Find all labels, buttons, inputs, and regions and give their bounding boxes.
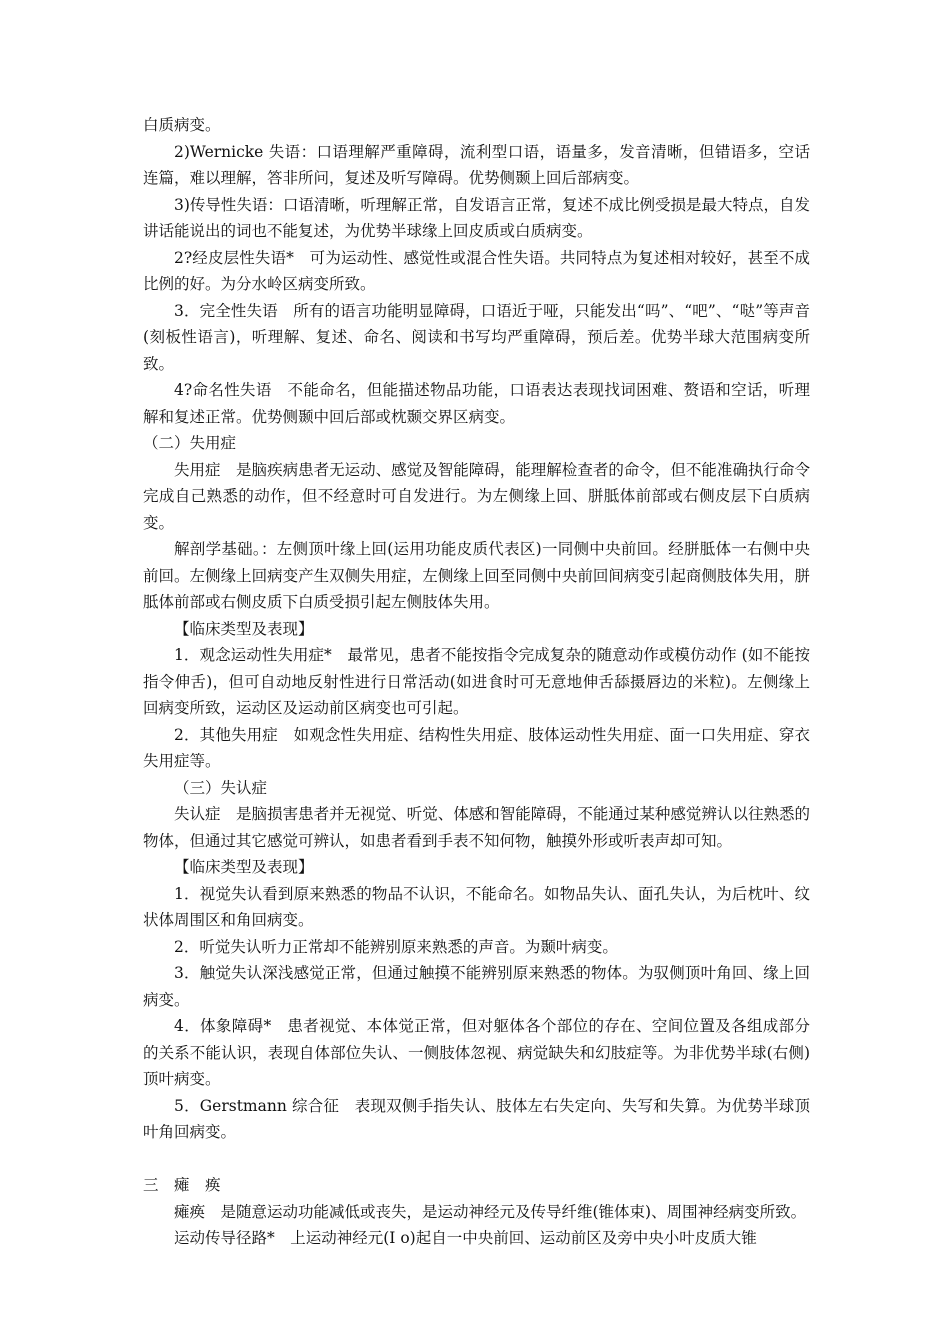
paragraph-conduction-aphasia: 3)传导性失语：口语清晰，听理解正常，自发语言正常，复述不成比例受损是最大特点，自发讲话能说出的词也不能复述，为优势半球缘上回皮质或白质病变。 bbox=[143, 195, 810, 240]
paragraph-apraxia-definition: 失用症 是脑疾病患者无运动、感觉及智能障碍，能理解检查者的命令，但不能准确执行命令完成自己熟悉的动作，但不经意时可自发进行。为左侧缘上回、胼胝体前部或右侧皮层下白质病变。 bbox=[143, 460, 810, 532]
section-heading-paralysis: 三 瘫 痪 bbox=[143, 1176, 221, 1194]
paragraph-ideomotor-apraxia: 1．观念运动性失用症* 最常见，患者不能按指令完成复杂的随意动作或模仿动作 (如不能按指令伸舌)，但可自动地反射性进行日常活动(如进食时可无意地伸舌舔摄唇边的米粒)。左侧缘上回病变所致，运动区及运动前区病变也可引起。 bbox=[143, 646, 810, 717]
paragraph-visual-agnosia: 1．视觉失认看到原来熟悉的物品不认识，不能命名。如物品失认、面孔失认，为后枕叶、纹状体周围区和角回病变。 bbox=[143, 884, 810, 929]
paragraph-auditory-agnosia: 2．听觉失认听力正常却不能辨别原来熟悉的声音。为颞叶病变。 bbox=[174, 937, 618, 956]
paragraph-motor-pathway: 运动传导径路* 上运动神经元(I o)起自一中央前回、运动前区及旁中央小叶皮质大锥 bbox=[174, 1229, 757, 1247]
subheading-clinical-types-agnosia: 【临床类型及表现】 bbox=[174, 858, 314, 876]
paragraph-body-image-disorder: 4．体象障碍* 患者视觉、本体觉正常，但对躯体各个部位的存在、空间位置及各组成部分的关系不能认识，表现自体部位失认、一侧肢体忽视、病觉缺失和幻肢症等。为非优势半球(右侧)顶叶病变。 bbox=[143, 1017, 810, 1088]
paragraph-agnosia-definition: 失认症 是脑损害患者并无视觉、听觉、体感和智能障碍，不能通过某种感觉辨认以往熟悉的物体，但通过其它感觉可辨认，如患者看到手表不知何物，触摸外形或听表声却可知。 bbox=[143, 805, 810, 850]
paragraph-anomic-aphasia: 4?命名性失语 不能命名，但能描述物品功能，口语表达表现找词困难、赘语和空话，听理解和复述正常。优势侧颞中回后部或枕颞交界区病变。 bbox=[143, 381, 810, 426]
paragraph-global-aphasia: 3．完全性失语 所有的语言功能明显障碍，口语近于哑，只能发出“吗”、“吧”、“哒”等声音(刻板性语言)，听理解、复述、命名、阅读和书写均严重障碍，预后差。优势半球大范围病变所致。 bbox=[143, 301, 810, 373]
paragraph-tactile-agnosia: 3．触觉失认深浅感觉正常，但通过触摸不能辨别原来熟悉的物体。为驭侧顶叶角回、缘上回病变。 bbox=[143, 964, 810, 1009]
paragraph-transcortical-aphasia: 2?经皮层性失语* 可为运动性、感觉性或混合性失语。共同特点为复述相对较好，甚至不成比例的好。为分水岭区病变所致。 bbox=[143, 248, 810, 293]
paragraph-gerstmann-syndrome: 5．Gerstmann 综合征 表现双侧手指失认、肢体左右失定向、失写和失算。为优势半球顶叶角回病变。 bbox=[143, 1096, 810, 1141]
paragraph-continuation: 白质病变。 bbox=[143, 116, 221, 134]
document-page bbox=[143, 112, 810, 1252]
blank-line bbox=[143, 1146, 810, 1173]
section-heading-apraxia: （二）失用症 bbox=[143, 434, 237, 452]
subheading-clinical-types-apraxia: 【临床类型及表现】 bbox=[174, 619, 314, 638]
paragraph-paralysis-definition: 瘫痪 是随意运动功能减低或丧失，是运动神经元及传导纤维(锥体束)、周围神经病变所致。 bbox=[174, 1202, 807, 1221]
paragraph-other-apraxia: 2．其他失用症 如观念性失用症、结构性失用症、肢体运动性失用症、面一口失用症、穿衣失用症等。 bbox=[143, 725, 810, 770]
paragraph-anatomical-basis: 解剖学基础。：左侧顶叶缘上回(运用功能皮质代表区)一同侧中央前回。经胼胝体一右侧中央前回。左侧缘上回病变产生双侧失用症，左侧缘上回至同侧中央前回间病变引起商侧肢体失用，胼胝体前部或右侧皮质下白质受损引起左侧肢体失用。 bbox=[143, 540, 810, 611]
paragraph-wernicke-aphasia: 2)Wernicke 失语：口语理解严重障碍，流利型口语，语量多，发音清晰，但错语多，空话连篇，难以理解，答非所问，复述及听写障碍。优势侧颞上回后部病变。 bbox=[143, 142, 810, 187]
section-heading-agnosia: （三）失认症 bbox=[174, 778, 268, 797]
